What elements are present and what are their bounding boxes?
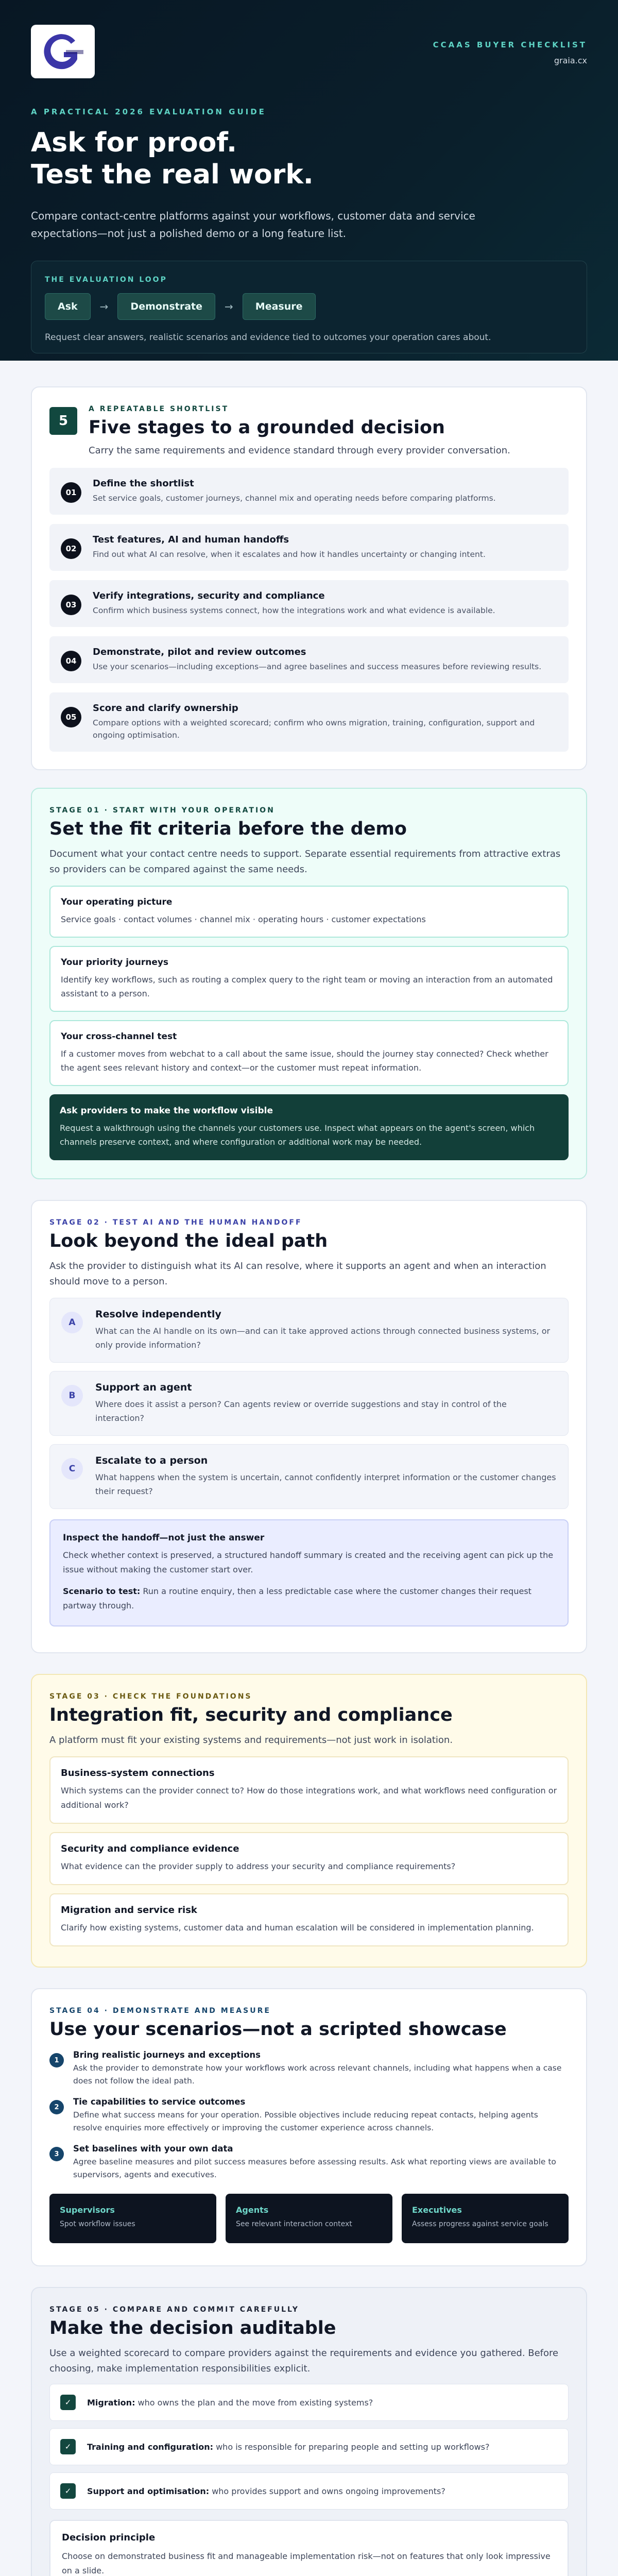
evaluation-loop — [31, 261, 587, 353]
site-link[interactable]: graia.cx — [554, 56, 587, 65]
callout-text: Request a walkthrough using the channels your customers use. Inspect what appears on the agent's screen, which channels preserve context, and where configuration or additional work may be needed. — [60, 1123, 535, 1147]
step-text: Confirm which business systems connect, how the integrations work and what evidence is available. — [93, 606, 495, 615]
tile-text: Assess progress against service goals — [412, 2220, 548, 2228]
stage-1-intro: Document what your contact centre needs to support. Separate essential requirements from attractive extras so providers can be compared against the same needs. — [49, 849, 561, 875]
checklist-item — [49, 2472, 569, 2510]
option-letter: C — [61, 1458, 83, 1480]
callout-text: Check whether context is preserved, a structured handoff summary is created and the receiving agent can pick up the issue without making the customer start over. — [63, 1550, 554, 1574]
loop-steps — [45, 293, 573, 320]
stage-5-title: Make the decision auditable — [49, 2318, 336, 2338]
list-item — [49, 2097, 569, 2134]
stage-3-title: Integration fit, security and compliance — [49, 1705, 453, 1725]
hero-header — [0, 0, 618, 361]
step-number: 2 — [49, 2100, 64, 2114]
check-icon: ✓ — [60, 2395, 76, 2410]
scenario-line — [63, 1584, 555, 1613]
migration-risk-box — [49, 1893, 569, 1946]
shortlist-header — [49, 405, 569, 459]
brand-logo-mark — [39, 29, 87, 74]
step-number: 01 — [61, 482, 81, 503]
check-detail: who provides support and owns ongoing improvements? — [209, 2486, 445, 2496]
row-text: What happens when the system is uncertain, cannot confidently interpret information or the customer changes their request? — [95, 1472, 556, 1496]
checklist-item — [49, 2384, 569, 2421]
step-number: 02 — [61, 538, 81, 559]
brand-logo[interactable] — [31, 25, 95, 78]
tile-agents — [226, 2194, 392, 2243]
stage-4-kicker: STAGE 04 · DEMONSTRATE AND MEASURE — [49, 2007, 271, 2015]
list-item — [49, 692, 569, 752]
stage-5-section — [31, 2287, 587, 2576]
stage-5-intro: Use a weighted scorecard to compare providers against the requirements and evidence you gathered. Before choosing, make implementation responsibilities explicit. — [49, 2348, 559, 2374]
loop-step-measure: Measure — [243, 293, 316, 320]
row-text: Where does it assist a person? Can agents review or override suggestions and stay in control of the interaction? — [95, 1399, 507, 1423]
list-item — [49, 1371, 569, 1436]
box-title: Your priority journeys — [61, 957, 169, 968]
hero-meta — [433, 40, 587, 65]
box-text: Clarify how existing systems, customer data and human escalation will be considered in implementation planning. — [61, 1923, 534, 1933]
stage-1-section — [31, 788, 587, 1179]
step-number: 3 — [49, 2147, 64, 2161]
decision-principle-box — [49, 2520, 569, 2576]
stage-3-section — [31, 1674, 587, 1968]
step-title: Define the shortlist — [93, 478, 194, 489]
box-text: Which systems can the provider connect to? How do those integrations work, and what workflows need configuration or additional work? — [61, 1786, 557, 1810]
checklist-kicker: CCAAS BUYER CHECKLIST — [433, 40, 587, 49]
loop-note: Request clear answers, realistic scenarios and evidence tied to outcomes your operation cares about. — [45, 332, 491, 343]
stage-count-badge: 5 — [49, 407, 77, 435]
hero-lede: Compare contact-centre platforms against your workflows, customer data and service expectations—not just a polished demo or a long feature list. — [31, 210, 475, 240]
step-text: Ask the provider to demonstrate how your workflows work across relevant channels, including what happens when a case does not follow the ideal path. — [73, 2063, 562, 2086]
stage-1-title: Set the fit criteria before the demo — [49, 819, 407, 839]
scenario-label: Scenario to test: — [63, 1586, 141, 1596]
reporting-tiles — [49, 2194, 569, 2243]
arrow-right-icon: → — [225, 300, 233, 313]
box-text: What evidence can the provider supply to address your security and compliance requirements? — [61, 1861, 456, 1871]
step-title: Test features, AI and human handoffs — [93, 534, 289, 545]
tile-supervisors — [49, 2194, 216, 2243]
step-number: 03 — [61, 595, 81, 615]
list-item — [49, 468, 569, 515]
step-text: Compare options with a weighted scorecard; confirm who owns migration, training, configuration, support and ongoing optimisation. — [93, 718, 535, 740]
shortlist-section — [31, 386, 587, 770]
security-compliance-box — [49, 1832, 569, 1885]
list-item — [49, 2144, 569, 2181]
page-title — [31, 127, 587, 191]
tile-title: Supervisors — [60, 2205, 115, 2215]
box-text: Service goals · contact volumes · channel mix · operating hours · customer expectations — [61, 914, 426, 924]
loop-kicker: THE EVALUATION LOOP — [45, 276, 167, 284]
title-line-1: Ask for proof. — [31, 127, 237, 158]
handoff-callout — [49, 1519, 569, 1626]
step-text: Use your scenarios—including exceptions—and agree baselines and success measures before reviewing results. — [93, 662, 542, 671]
row-title: Escalate to a person — [95, 1455, 208, 1466]
check-text — [87, 2398, 373, 2408]
box-title: Your operating picture — [61, 897, 173, 907]
stage-3-intro: A platform must fit your existing systems and requirements—not just work in isolation. — [49, 1735, 453, 1745]
stage-2-kicker: STAGE 02 · TEST AI AND THE HUMAN HANDOFF — [49, 1218, 302, 1227]
step-number: 05 — [61, 707, 81, 727]
row-title: Support an agent — [95, 1382, 192, 1393]
step-number: 1 — [49, 2053, 64, 2067]
step-title: Demonstrate, pilot and review outcomes — [93, 647, 306, 657]
box-text: Identify key workflows, such as routing a complex query to the right team or moving an interaction from an automated assistant to a person. — [61, 975, 553, 998]
check-icon: ✓ — [60, 2439, 76, 2454]
stage-1-kicker: STAGE 01 · START WITH YOUR OPERATION — [49, 806, 275, 815]
shortlist-title: Five stages to a grounded decision — [89, 417, 445, 438]
principle-title: Decision principle — [62, 2532, 156, 2543]
step-text: Agree baseline measures and pilot success measures before assessing results. Ask what reporting views are available to supervisors, agents and executives. — [73, 2157, 556, 2179]
row-title: Resolve independently — [95, 1309, 221, 1320]
title-line-2: Test the real work. — [31, 159, 314, 190]
check-detail: who is responsible for preparing people and setting up workflows? — [213, 2442, 490, 2452]
check-detail: who owns the plan and the move from existing systems? — [135, 2397, 373, 2408]
tile-text: See relevant interaction context — [236, 2220, 352, 2228]
list-item — [49, 580, 569, 627]
loop-step-ask: Ask — [45, 293, 91, 320]
box-title: Migration and service risk — [61, 1905, 197, 1916]
stage-4-title: Use your scenarios—not a scripted showcase — [49, 2019, 507, 2040]
check-label: Training and configuration: — [87, 2442, 213, 2452]
check-icon: ✓ — [60, 2483, 76, 2499]
business-systems-box — [49, 1756, 569, 1824]
checklist-item — [49, 2428, 569, 2465]
list-item — [49, 524, 569, 571]
principle-text: Choose on demonstrated business fit and manageable implementation risk—not on features that only look impressive on a slide. — [62, 2551, 551, 2575]
list-item — [49, 2050, 569, 2088]
option-letter: A — [61, 1312, 83, 1333]
step-number: 04 — [61, 651, 81, 671]
shortlist-intro: Carry the same requirements and evidence standard through every provider conversation. — [89, 445, 510, 456]
tile-title: Executives — [412, 2205, 462, 2215]
guide-kicker: A PRACTICAL 2026 EVALUATION GUIDE — [31, 107, 266, 116]
stage-5-kicker: STAGE 05 · COMPARE AND COMMIT CAREFULLY — [49, 2306, 299, 2314]
check-text — [87, 2486, 445, 2496]
arrow-right-icon: → — [99, 300, 109, 313]
scenario-text: Run a routine enquiry, then a less predictable case where the customer changes their request partway through. — [63, 1586, 531, 1611]
priority-journeys-box — [49, 946, 569, 1012]
callout-title: Ask providers to make the workflow visible — [60, 1106, 273, 1116]
shortlist-kicker: A REPEATABLE SHORTLIST — [89, 405, 229, 413]
operating-picture-box — [49, 886, 569, 938]
tile-executives — [402, 2194, 569, 2243]
stage-2-section — [31, 1200, 587, 1653]
stage-2-title: Look beyond the ideal path — [49, 1231, 328, 1251]
tile-text: Spot workflow issues — [60, 2220, 135, 2228]
step-title: Bring realistic journeys and exceptions — [73, 2050, 261, 2060]
stage-3-kicker: STAGE 03 · CHECK THE FOUNDATIONS — [49, 1692, 252, 1701]
box-text: If a customer moves from webchat to a call about the same issue, should the journey stay connected? Check whether the agent sees relevant history and context—or the customer must repeat information. — [61, 1049, 548, 1073]
box-title: Your cross-channel test — [61, 1031, 177, 1042]
callout-title: Inspect the handoff—not just the answer — [63, 1533, 265, 1543]
workflow-visible-callout — [49, 1094, 569, 1160]
box-title: Security and compliance evidence — [61, 1843, 239, 1854]
cross-channel-box — [49, 1020, 569, 1086]
loop-step-demonstrate: Demonstrate — [117, 293, 215, 320]
row-text: What can the AI handle on its own—and can it take approved actions through connected business systems, or only provide information? — [95, 1326, 551, 1350]
step-text: Find out what AI can resolve, when it escalates and how it handles uncertainty or changing intent. — [93, 550, 486, 559]
option-letter: B — [61, 1385, 83, 1406]
step-text: Define what success means for your operation. Possible objectives include reducing repeat contacts, helping agents resolve enquiries more effectively or improving the customer experience across channels. — [73, 2110, 538, 2132]
stage-4-section — [31, 1988, 587, 2266]
box-title: Business-system connections — [61, 1768, 215, 1778]
list-item — [49, 1444, 569, 1509]
tile-title: Agents — [236, 2205, 269, 2215]
check-text — [87, 2442, 489, 2452]
step-text: Set service goals, customer journeys, channel mix and operating needs before comparing platforms. — [93, 494, 496, 503]
step-title: Set baselines with your own data — [73, 2144, 233, 2154]
step-title: Tie capabilities to service outcomes — [73, 2097, 246, 2107]
list-item — [49, 1298, 569, 1363]
check-label: Support and optimisation: — [87, 2486, 210, 2496]
stage-2-intro: Ask the provider to distinguish what its AI can resolve, where it supports an agent and when an interaction should move to a person. — [49, 1261, 546, 1287]
list-item — [49, 636, 569, 683]
step-title: Verify integrations, security and compliance — [93, 590, 325, 601]
step-title: Score and clarify ownership — [93, 703, 238, 714]
check-label: Migration: — [87, 2397, 135, 2408]
